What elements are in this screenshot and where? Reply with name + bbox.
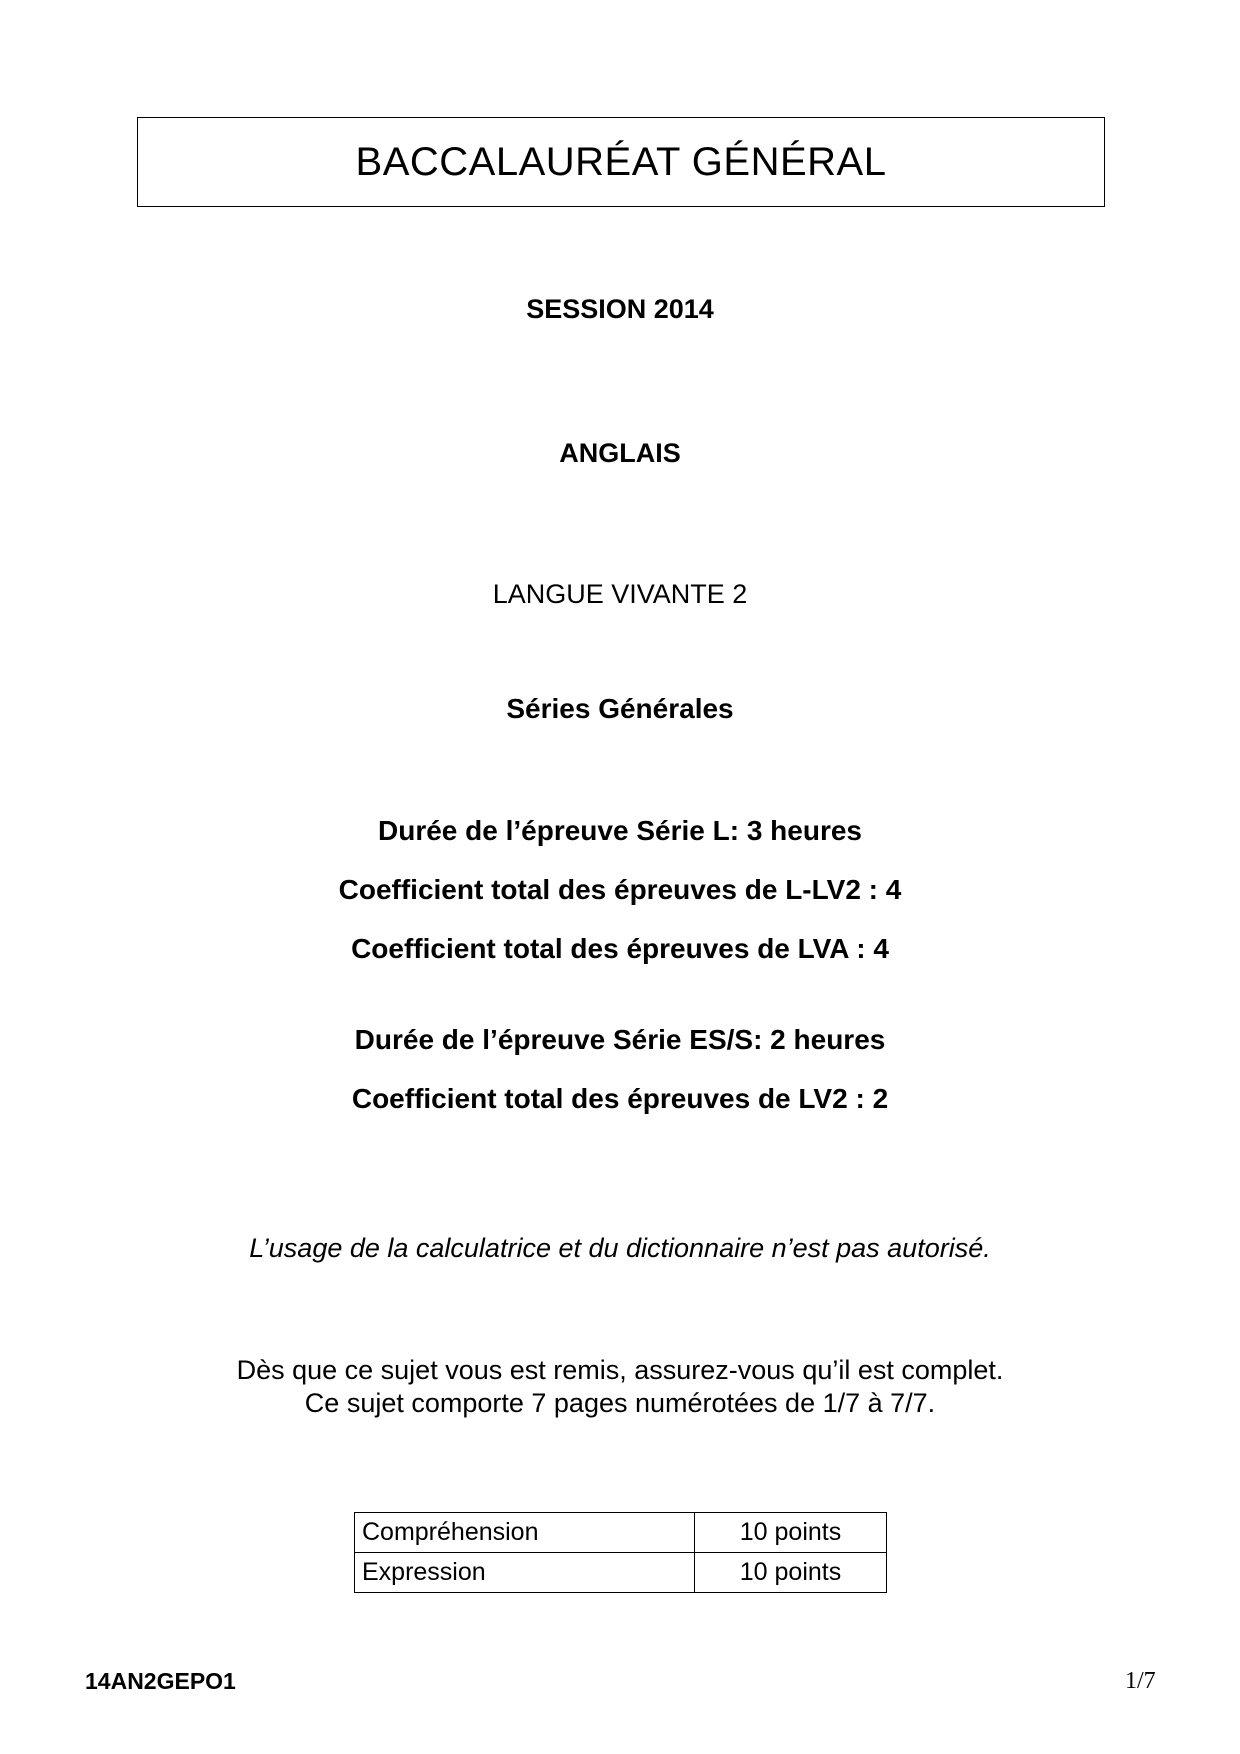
page-number: 1/7: [1125, 1668, 1156, 1694]
score-table: [354, 1512, 887, 1593]
table-cell-section: Compréhension: [355, 1513, 695, 1553]
duration-serie-es-s: Durée de l’épreuve Série ES/S: 2 heures: [354, 1024, 886, 1055]
table-cell-section: Expression: [355, 1553, 695, 1593]
language-level-label: LANGUE VIVANTE 2: [492, 579, 748, 609]
coefficient-l-lv2: Coefficient total des épreuves de L-LV2 : 4: [338, 874, 902, 905]
coefficient-lva: Coefficient total des épreuves de LVA : 4: [351, 933, 889, 964]
title-box: [137, 117, 1105, 207]
session-label: SESSION 2014: [526, 294, 714, 324]
duration-serie-l: Durée de l’épreuve Série L: 3 heures: [378, 815, 862, 846]
table-row: [355, 1553, 887, 1593]
series-label: Séries Générales: [506, 693, 734, 724]
table-row: [355, 1513, 887, 1553]
subject-label: ANGLAIS: [559, 438, 681, 468]
calculator-notice: L’usage de la calculatrice et du dictionnaire n’est pas autorisé.: [249, 1233, 991, 1263]
table-cell-points: 10 points: [695, 1553, 887, 1593]
instruction-line-2: Ce sujet comporte 7 pages numérotées de 1/7 à 7/7.: [304, 1388, 936, 1418]
document-code: 14AN2GEPO1: [85, 1668, 236, 1694]
coefficient-lv2: Coefficient total des épreuves de LV2 : 2: [351, 1083, 889, 1114]
table-cell-points: 10 points: [695, 1513, 887, 1553]
document-title: BACCALAURÉAT GÉNÉRAL: [355, 139, 887, 184]
instruction-line-1: Dès que ce sujet vous est remis, assurez-vous qu’il est complet.: [236, 1355, 1004, 1385]
